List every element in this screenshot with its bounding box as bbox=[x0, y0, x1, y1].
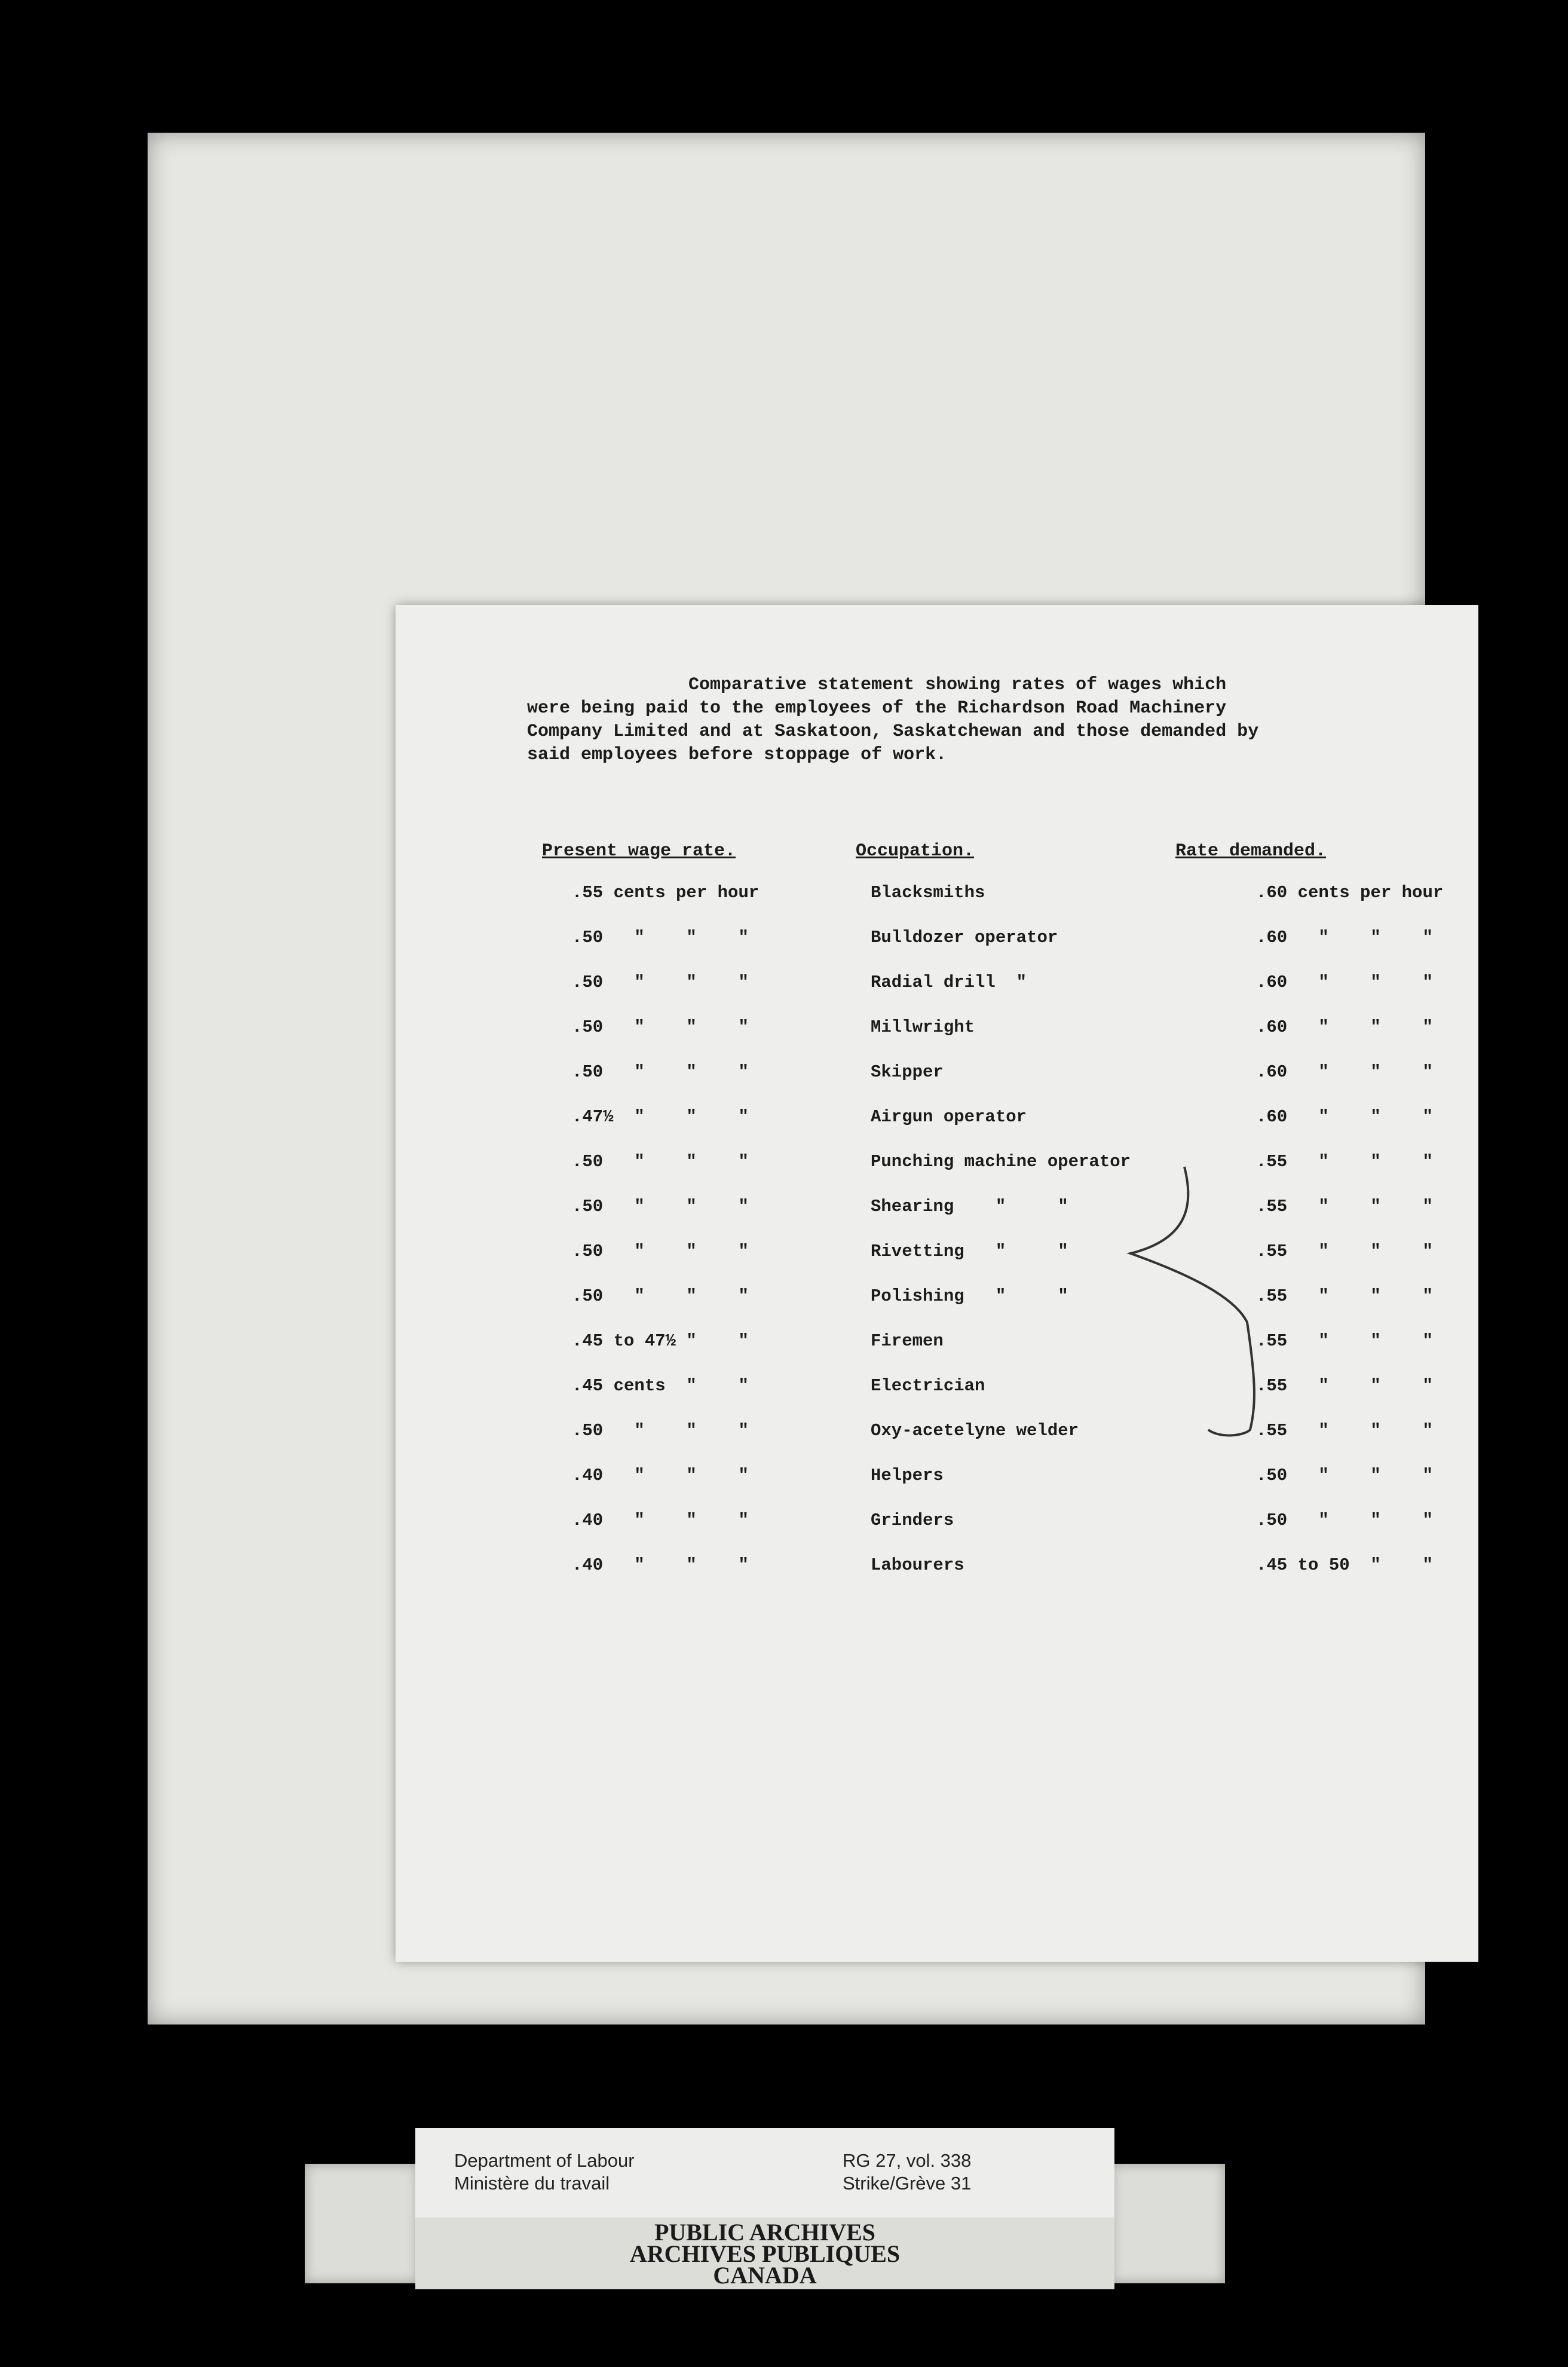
heading-line: said employees before stoppage of work. bbox=[527, 745, 947, 765]
occupation-cell: Firemen bbox=[871, 1331, 944, 1351]
rate-demanded-cell: .60 " " " bbox=[1256, 1062, 1433, 1082]
present-rate-cell: .47½ " " " bbox=[572, 1107, 749, 1127]
occupation-cell: Bulldozer operator bbox=[871, 928, 1058, 947]
record-group-reference: RG 27, vol. 338 bbox=[843, 2150, 972, 2171]
archive-label-frame bbox=[305, 2128, 1225, 2289]
occupation-cell: Shearing " " bbox=[871, 1197, 1068, 1216]
occupation-cell: Rivetting " " bbox=[871, 1241, 1068, 1261]
rate-demanded-cell: .55 " " " bbox=[1256, 1421, 1433, 1441]
occupation-cell: Punching machine operator bbox=[871, 1152, 1131, 1172]
column-header-occupation: Occupation. bbox=[856, 841, 975, 861]
occupation-cell: Millwright bbox=[871, 1017, 975, 1037]
present-rate-cell: .50 " " " bbox=[572, 1152, 749, 1172]
stamp-line: CANADA bbox=[713, 2262, 817, 2289]
present-rate-cell: .50 " " " bbox=[572, 1286, 749, 1306]
column-header-rate-demanded: Rate demanded. bbox=[1175, 841, 1327, 861]
handwritten-bracket-mark bbox=[396, 605, 1478, 1962]
occupation-cell: Blacksmiths bbox=[871, 883, 985, 903]
rate-demanded-cell: .60 " " " bbox=[1256, 928, 1433, 947]
occupation-cell: Helpers bbox=[871, 1466, 944, 1485]
present-rate-cell: .50 " " " bbox=[572, 973, 749, 992]
rate-demanded-cell: .55 " " " bbox=[1256, 1376, 1433, 1396]
occupation-cell: Electrician bbox=[871, 1376, 985, 1396]
frame-tab-left bbox=[305, 2164, 418, 2283]
present-rate-cell: .40 " " " bbox=[572, 1555, 749, 1575]
present-rate-cell: .40 " " " bbox=[572, 1510, 749, 1530]
occupation-cell: Labourers bbox=[871, 1555, 964, 1575]
present-rate-cell: .50 " " " bbox=[572, 1241, 749, 1261]
department-english: Department of Labour bbox=[454, 2150, 635, 2171]
rate-demanded-cell: .55 " " " bbox=[1256, 1197, 1433, 1216]
present-rate-cell: .50 " " " bbox=[572, 1017, 749, 1037]
strike-number: Strike/Grève 31 bbox=[843, 2173, 972, 2194]
present-rate-cell: .45 cents " " bbox=[572, 1376, 749, 1396]
mounting-board bbox=[148, 133, 1444, 2025]
present-rate-cell: .55 cents per hour bbox=[572, 883, 760, 903]
occupation-cell: Oxy-acetelyne welder bbox=[871, 1421, 1079, 1441]
occupation-cell: Radial drill " bbox=[871, 973, 1027, 992]
stamp-line: ARCHIVES PUBLIQUES bbox=[629, 2240, 901, 2267]
column-header-present-rate: Present wage rate. bbox=[542, 841, 736, 861]
occupation-cell: Airgun operator bbox=[871, 1107, 1027, 1127]
rate-demanded-cell: .50 " " " bbox=[1256, 1510, 1433, 1530]
present-rate-cell: .45 to 47½ " " bbox=[572, 1331, 749, 1351]
rate-demanded-cell: .55 " " " bbox=[1256, 1241, 1433, 1261]
rate-demanded-cell: .50 " " " bbox=[1256, 1466, 1433, 1485]
occupation-cell: Polishing " " bbox=[871, 1286, 1068, 1306]
present-rate-cell: .50 " " " bbox=[572, 1421, 749, 1441]
public-archives-stamp bbox=[415, 2218, 1114, 2289]
occupation-cell: Skipper bbox=[871, 1062, 944, 1082]
typed-document bbox=[396, 605, 1478, 1962]
frame-tab-right bbox=[1111, 2164, 1225, 2283]
archive-reference-card bbox=[415, 2128, 1114, 2218]
rate-demanded-cell: .60 cents per hour bbox=[1256, 883, 1444, 903]
rate-demanded-cell: .55 " " " bbox=[1256, 1331, 1433, 1351]
rate-demanded-cell: .45 to 50 " " bbox=[1256, 1555, 1433, 1575]
present-rate-cell: .50 " " " bbox=[572, 1062, 749, 1082]
rate-demanded-cell: .60 " " " bbox=[1256, 1017, 1433, 1037]
rate-demanded-cell: .60 " " " bbox=[1256, 1107, 1433, 1127]
department-french: Ministère du travail bbox=[454, 2173, 610, 2194]
present-rate-cell: .50 " " " bbox=[572, 928, 749, 947]
heading-line: Comparative statement showing rates of wages which bbox=[688, 675, 1227, 695]
rate-demanded-cell: .60 " " " bbox=[1256, 973, 1433, 992]
occupation-cell: Grinders bbox=[871, 1510, 954, 1530]
heading-line: Company Limited and at Saskatoon, Saskatchewan and those demanded by bbox=[527, 721, 1259, 742]
heading-line: were being paid to the employees of the Richardson Road Machinery bbox=[527, 698, 1227, 718]
present-rate-cell: .50 " " " bbox=[572, 1197, 749, 1216]
rate-demanded-cell: .55 " " " bbox=[1256, 1152, 1433, 1172]
present-rate-cell: .40 " " " bbox=[572, 1466, 749, 1485]
stamp-line: PUBLIC ARCHIVES bbox=[654, 2219, 876, 2246]
rate-demanded-cell: .55 " " " bbox=[1256, 1286, 1433, 1306]
